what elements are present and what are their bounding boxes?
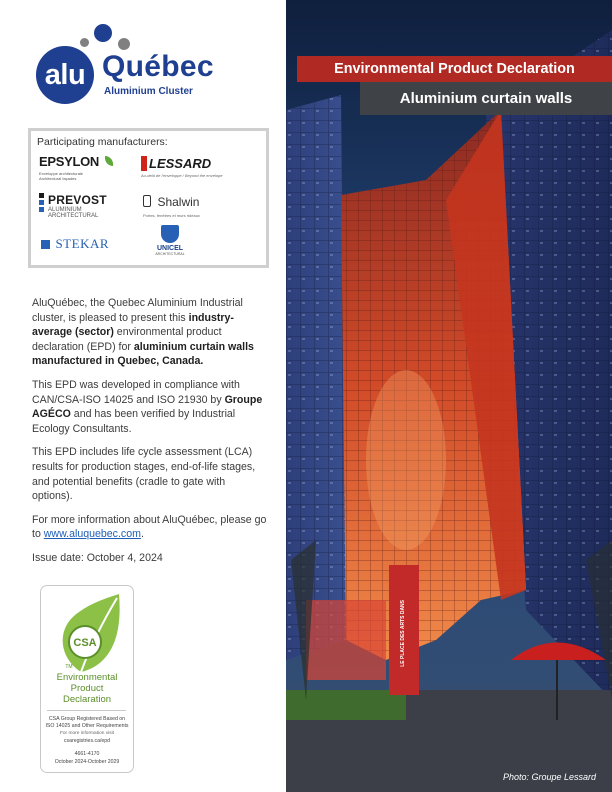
manufacturers-box [28, 128, 269, 268]
intro-paragraph-2: This EPD was developed in compliance with CAN/CSA-ISO 14025 and ISO 21930 by Groupe AGÉCO and has been verified by Industrial Ecology Consultants. [32, 378, 263, 435]
prevost-name: PREVOST [48, 193, 107, 207]
logo-subtitle: Aluminium Cluster [104, 86, 193, 97]
logo-dot-small [80, 38, 89, 47]
shalwin-logo [143, 193, 253, 218]
shalwin-mark-icon [143, 195, 151, 207]
badge-info-2: csaregistries.ca/epd [63, 738, 111, 744]
csa-epd-badge [40, 585, 134, 773]
prevost-logo [39, 193, 134, 219]
badge-tm: TM [65, 664, 73, 670]
shalwin-name: Shalwin [157, 195, 200, 209]
entrance-sign-text: LE PLACE DES ARTS DANS [400, 600, 406, 667]
shalwin-tagline: Portes, fenêtres et murs rideaux [143, 213, 200, 218]
lawn [286, 690, 406, 720]
building-photo [286, 0, 612, 792]
document-subtitle: Aluminium curtain walls [360, 82, 612, 115]
epsylon-name: EPSYLON [39, 154, 100, 169]
unicel-shield-icon [161, 225, 179, 243]
issue-date: Issue date: October 4, 2024 [32, 551, 163, 564]
badge-info-1: For more information visit [59, 731, 115, 736]
intro-paragraph-1: AluQuébec, the Quebec Aluminium Industrial cluster, is pleased to present this industry-average (sector) environmental product declaration (EPD) for aluminium curtain walls manufactured in Quebec, Canada. [32, 297, 254, 368]
badge-divider [47, 710, 126, 711]
lessard-tagline: Au-delà de l'enveloppe / Beyond the envelope [141, 173, 223, 178]
badge-registered-1: CSA Group Registered Based on [48, 716, 126, 722]
badge-validity: October 2024-October 2029 [54, 759, 120, 765]
epsylon-tagline: Enveloppe architecturale Architectural façades [39, 171, 84, 181]
unicel-logo [145, 225, 195, 256]
intro-text [32, 296, 268, 575]
epsylon-leaf-icon [105, 156, 113, 166]
manufacturers-title: Participating manufacturers: [37, 136, 168, 148]
csa-letters: CSA [73, 637, 97, 649]
intro-paragraph-3: This EPD includes life cycle assessment (LCA) results for production stages, end-of-life stages, and potential benefits (cradle to gate with options). [32, 446, 256, 503]
stekar-mark-icon [41, 240, 50, 249]
photo-credit: Photo: Groupe Lessard [503, 772, 597, 782]
unicel-tagline: ARCHITECTURAL [155, 252, 185, 256]
prevost-squares-icon [39, 193, 44, 198]
badge-line-1: Environmental [56, 672, 118, 683]
intro-paragraph-4: For more information about AluQuébec, please go to www.aluquebec.com. [32, 513, 267, 541]
logo-dot-medium [118, 38, 130, 50]
badge-line-2: Product [70, 683, 104, 694]
badge-number: 4661-4170 [74, 751, 100, 757]
stekar-name: STEKAR [55, 236, 110, 251]
building-illustration [286, 0, 612, 792]
aluquebec-logo [34, 28, 244, 104]
logo-name: Québec [102, 50, 214, 83]
badge-line-3: Declaration [62, 694, 112, 705]
logo-circle-text: alu [36, 46, 94, 104]
logo-dot-large [94, 24, 112, 42]
epsylon-logo [39, 153, 129, 181]
stekar-logo [41, 235, 131, 253]
aluquebec-website-link[interactable]: www.aluquebec.com [43, 528, 141, 541]
lessard-logo [141, 155, 251, 178]
unicel-name: UNICEL [156, 245, 184, 252]
prevost-tagline: ALUMINIUM ARCHITECTURAL [48, 207, 99, 219]
document-title: Environmental Product Declaration [297, 56, 612, 82]
badge-registered-2: ISO 14025 and Other Requirements [45, 723, 129, 729]
lessard-name: LESSARD [141, 156, 211, 171]
